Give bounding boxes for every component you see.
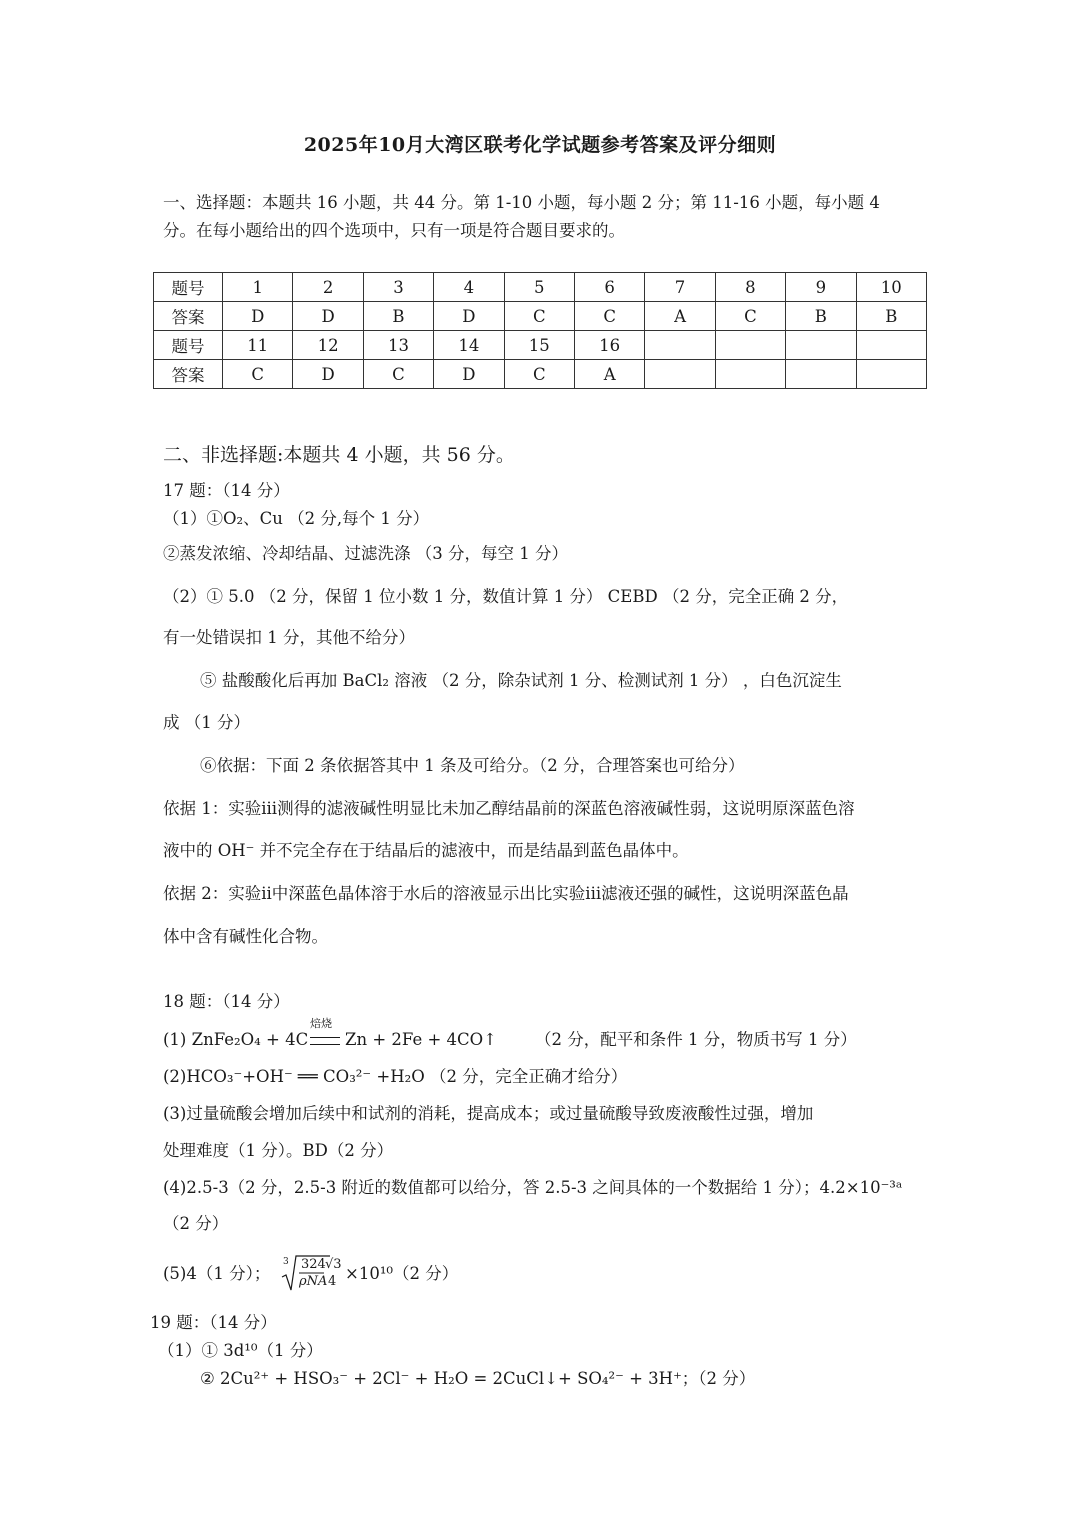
section2-heading: 二、非选择题:本题共 4 小题，共 56 分。: [163, 444, 515, 466]
fraction-denominator: ρNA: [299, 1274, 328, 1289]
table-cell: 7: [645, 273, 715, 302]
table-cell: [786, 360, 856, 389]
q18-line7-prefix: (5)4（1 分）；: [163, 1264, 271, 1283]
table-cell: C: [574, 302, 644, 331]
table-cell: D: [293, 360, 363, 389]
table-cell: B: [856, 302, 926, 331]
q17-line6: 成 （1 分）: [163, 713, 250, 732]
table-cell: D: [293, 302, 363, 331]
table-cell: 10: [856, 273, 926, 302]
fraction-numerator: 324: [301, 1257, 326, 1272]
q17-line8: 依据 1：实验iii测得的滤液碱性明显比未加乙醇结晶前的深蓝色溶液碱性弱，这说明原深蓝色溶: [163, 799, 855, 818]
table-cell: 4: [434, 273, 504, 302]
q19-line2: ② 2Cu²⁺ + HSO₃⁻ + 2Cl⁻ + H₂O = 2CuCl↓+ SO₄²⁻ + 3H⁺；（2 分）: [200, 1369, 756, 1388]
q18-reaction-condition: 焙烧: [310, 1017, 332, 1030]
table-cell: 2: [293, 273, 363, 302]
q18-line4: 处理难度（1 分）。BD（2 分）: [163, 1141, 394, 1160]
q18-line2: (2)HCO₃⁻+OH⁻ ══ CO₃²⁻ +H₂O （2 分，完全正确才给分）: [163, 1067, 628, 1086]
section1-intro-line1: 一、选择题：本题共 16 小题，共 44 分。第 1-10 小题，每小题 2 分；第 11-16 小题，每小题 4: [163, 193, 880, 212]
table-cell: B: [363, 302, 433, 331]
q18-line1-scoring: （2 分，配平和条件 1 分，物质书写 1 分）: [535, 1030, 857, 1049]
q17-line9: 液中的 OH⁻ 并不完全存在于结晶后的滤液中，而是结晶到蓝色晶体中。: [163, 841, 689, 860]
row-label: 答案: [154, 302, 223, 331]
q17-line10: 依据 2：实验ii中深蓝色晶体溶于水后的溶液显示出比实验iii滤液还强的碱性，这说明深蓝色晶: [163, 884, 849, 903]
table-cell: [715, 331, 785, 360]
table-cell: 6: [574, 273, 644, 302]
table-cell: 14: [434, 331, 504, 360]
q19-line1: （1）① 3d¹⁰（1 分）: [158, 1341, 323, 1360]
table-cell: 3: [363, 273, 433, 302]
row-label: 题号: [154, 331, 223, 360]
q17-line11: 体中含有碱性化合物。: [163, 927, 328, 946]
row-label: 题号: [154, 273, 223, 302]
table-cell: 16: [574, 331, 644, 360]
four-denominator: 4: [328, 1274, 337, 1289]
q18-line5: (4)2.5-3（2 分，2.5-3 附近的数值都可以给分，答 2.5-3 之间具体的一个数据给 1 分）；4.2×10⁻³ᵃ: [163, 1178, 903, 1197]
table-cell: A: [645, 302, 715, 331]
table-cell: [645, 360, 715, 389]
table-cell: B: [786, 302, 856, 331]
table-row-answers-2: [154, 360, 927, 389]
q17-line7: ⑥依据：下面 2 条依据答其中 1 条及可给分。（2 分，合理答案也可给分）: [200, 756, 745, 775]
root-index: 3: [283, 1257, 289, 1267]
table-cell: C: [715, 302, 785, 331]
q17-line2: ②蒸发浓缩、冷却结晶、过滤洗涤 （3 分，每空 1 分）: [163, 544, 568, 563]
table-cell: 13: [363, 331, 433, 360]
table-cell: C: [504, 360, 574, 389]
q18-line6: （2 分）: [163, 1214, 229, 1233]
q18-line1-products: Zn + 2Fe + 4CO↑: [345, 1030, 498, 1049]
q17-line1: （1）①O₂、Cu （2 分,每个 1 分）: [163, 509, 430, 528]
table-cell: 15: [504, 331, 574, 360]
table-cell: [645, 331, 715, 360]
table-cell: C: [223, 360, 293, 389]
table-cell: C: [363, 360, 433, 389]
q18-line3: (3)过量硫酸会增加后续中和试剂的消耗，提高成本；或过量硫酸导致废液酸性过强，增加: [163, 1104, 814, 1123]
q19-heading: 19 题：（14 分）: [150, 1313, 277, 1332]
table-cell: D: [434, 360, 504, 389]
table-row-questions-1: [154, 273, 927, 302]
section1-intro-line2: 分。在每小题给出的四个选项中，只有一项是符合题目要求的。: [163, 221, 625, 240]
table-cell: 5: [504, 273, 574, 302]
q17-heading: 17 题：（14 分）: [163, 481, 290, 500]
q18-heading: 18 题：（14 分）: [163, 992, 290, 1011]
row-label: 答案: [154, 360, 223, 389]
answer-table: [153, 272, 927, 389]
table-row-answers-1: [154, 302, 927, 331]
q17-line5: ⑤ 盐酸酸化后再加 BaCl₂ 溶液 （2 分，除杂试剂 1 分、检测试剂 1 分） ，白色沉淀生: [200, 671, 842, 690]
q18-line7-suffix: ×10¹⁰（2 分）: [345, 1264, 459, 1283]
table-cell: [715, 360, 785, 389]
sqrt3-numerator: √3: [325, 1257, 342, 1272]
table-cell: D: [223, 302, 293, 331]
reaction-equals-sign: [310, 1037, 340, 1045]
table-cell: [856, 360, 926, 389]
table-cell: [786, 331, 856, 360]
q17-line4: 有一处错误扣 1 分，其他不给分）: [163, 628, 415, 647]
table-cell: C: [504, 302, 574, 331]
table-row-questions-2: [154, 331, 927, 360]
table-cell: D: [434, 302, 504, 331]
table-cell: A: [574, 360, 644, 389]
table-cell: 9: [786, 273, 856, 302]
table-cell: 1: [223, 273, 293, 302]
q18-line1-reactants: (1) ZnFe₂O₄ + 4C: [163, 1030, 309, 1049]
table-cell: 12: [293, 331, 363, 360]
table-cell: 8: [715, 273, 785, 302]
document-title: 2025年10月大湾区联考化学试题参考答案及评分细则: [303, 134, 777, 156]
q17-line3: （2）① 5.0 （2 分，保留 1 位小数 1 分，数值计算 1 分） CEBD （2 分，完全正确 2 分，: [163, 587, 849, 606]
table-cell: 11: [223, 331, 293, 360]
cube-root-expression: [280, 1253, 342, 1293]
table-cell: [856, 331, 926, 360]
